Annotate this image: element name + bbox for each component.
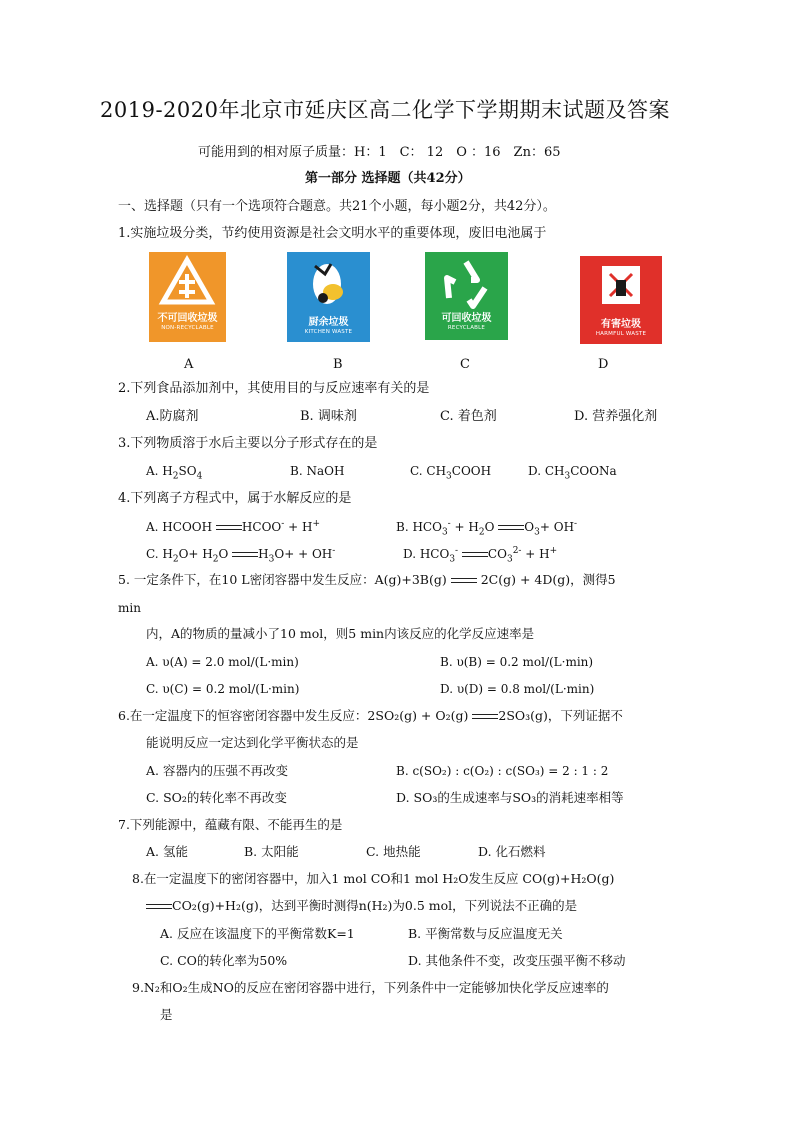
q3-option-d [528,464,617,482]
recycle-icon [425,252,508,312]
q5-option-d: D. υ(D) = 0.8 mol/(L·min) [440,682,595,696]
q6-stem-line1 [118,710,623,723]
q5-stem-line2: 内，A的物质的量减小了10 mol，则5 min内该反应的化学反应速率是 [146,626,535,641]
q6-option-d: D. SO₃的生成速率与SO₃的消耗速率相等 [396,790,624,805]
q3-c-sub: 3 [446,471,452,482]
q3-d-text: D. CH [528,464,565,478]
q5-stem1-right: 2C(g) + 4D(g)，测得5 [480,572,616,587]
q8-option-a: A. 反应在该温度下的平衡常数K=1 [160,926,355,941]
bin-non-recyclable [149,252,226,342]
q5-stem1: 5. 一定条件下，在10 L密闭容器中发生反应：A(g)+3B(g) [118,572,447,587]
q5-stem-wrap: min [118,601,141,615]
q4-d-tail: + H [521,547,550,561]
q4-c-mid2: O [218,547,229,561]
q1-option-d: D [598,357,609,372]
q4-b-mid2: O [484,520,495,534]
kitchen-waste-icon [287,252,370,314]
q1-stem: 1.实施垃圾分类，节约使用资源是社会文明水平的重要体现，废旧电池属于 [118,226,547,241]
equilibrium-arrow-icon [146,902,172,912]
equilibrium-arrow-icon [216,523,242,533]
q8-stem-line1: 8.在一定温度下的密闭容器中，加入1 mol CO和1 mol H₂O发生反应 CO(g)+H₂O(g) [132,871,615,886]
q9-stem-line2: 是 [160,1007,173,1022]
q9-stem-line1: 9.N₂和O₂生成NO的反应在密闭容器中进行，下列条件中一定能够加快化学反应速率的 [132,980,609,995]
q6-stem-line2: 能说明反应一定达到化学平衡状态的是 [146,735,359,750]
q4-b-sub2: 2 [478,527,485,538]
q8-stem-line2 [146,900,577,913]
equilibrium-arrow-icon [462,550,488,560]
bin-recyclable [425,252,508,340]
q2-option-b: B. 调味剂 [300,409,357,424]
q4-d-right: CO [487,547,507,561]
q2-stem: 2.下列食品添加剂中，其使用目的与反应速率有关的是 [118,381,430,396]
q4-option-a: A. HCOOH HCOO- + H+ [146,519,321,534]
q4-a-left: A. HCOOH [146,520,213,534]
q8-option-c: C. CO的转化率为50% [160,953,288,968]
q7-option-d: D. 化石燃料 [478,844,546,859]
q3-option-a [146,464,203,482]
bin-harmful-waste [580,256,662,344]
q4-option-b: B. $HCO_3^- + H_2O$ $O_3+ OH^-$ [396,519,578,538]
q4-a-tail: + H [288,520,313,534]
bin-c-label-en: RECYCLABLE [447,325,486,331]
q6-option-a: A. 容器内的压强不再改变 [146,763,288,778]
q6-stem1-right: 2SO₃(g)，下列证据不 [498,708,623,723]
q4-b-mid: + H [450,520,479,534]
q6-stem1: 6.在一定温度下的恒容密闭容器中发生反应：2SO₂(g) + O₂(g) [118,708,469,723]
q3-option-b: B. NaOH [290,464,345,478]
bin-b-label-en: KITCHEN WASTE [304,329,353,335]
bin-c-label-cn: 可回收垃圾 [441,313,492,324]
q3-a-text: A. H [146,464,173,478]
q5-option-c: C. υ(C) = 0.2 mol/(L·min) [146,682,300,696]
bin-d-label-en: HARMFUL WASTE [595,331,647,337]
q4-option-c: C. $H_2O+ H_2O$ $H_3O+ + OH^-$ [146,546,336,565]
q4-c-right: H [258,547,269,561]
q7-option-b: B. 太阳能 [244,844,299,859]
q4-option-d: D. $HCO_3^-$ $CO_3^{2-} + H^+$ [403,546,558,565]
q1-option-c: C [460,357,470,372]
q4-a-right: HCOO [241,520,282,534]
q4-b-tail: + OH [539,520,575,534]
q5-option-b: B. υ(B) = 0.2 mol/(L·min) [440,655,594,669]
q4-c-sub2: 2 [212,554,219,565]
q4-stem: 4.下列离子方程式中，属于水解反应的是 [118,491,352,506]
q7-option-a: A. 氢能 [146,844,188,859]
q3-option-c [410,464,492,482]
q4-b-sub3: 3 [534,527,540,538]
page-title: 2019-2020年北京市延庆区高二化学下学期期末试题及答案 [100,98,670,122]
q4-c-sub3: 3 [268,554,275,565]
bin-kitchen-waste [287,252,370,342]
section1-instructions: 一、选择题（只有一个选项符合题意。共21个小题，每小题2分，共42分）。 [118,199,556,214]
equilibrium-arrow-icon [232,550,258,560]
q5-option-a: A. υ(A) = 2.0 mol/(L·min) [146,655,299,669]
bin-b-label-cn: 厨余垃圾 [308,317,349,328]
q3-d-sub: 3 [564,471,571,482]
q4-d-left: D. HCO [403,547,450,561]
q3-a-mid: SO [178,464,197,478]
q6-option-c: C. SO₂的转化率不再改变 [146,790,287,805]
q1-option-b: B [333,357,343,372]
q1-option-a: A [184,357,194,372]
part1-heading: 第一部分 选择题（共42分） [305,171,471,186]
q4-d-sub: 3 [449,554,456,565]
non-recyclable-icon [149,252,226,314]
q8-option-b: B. 平衡常数与反应温度无关 [408,926,563,941]
q3-stem: 3.下列物质溶于水后主要以分子形式存在的是 [118,436,378,451]
equilibrium-arrow-icon [472,712,498,722]
reaction-arrow-icon [451,576,477,586]
equilibrium-arrow-icon [498,523,524,533]
harmful-waste-icon [580,256,662,316]
q8-option-d: D. 其他条件不变，改变压强平衡不移动 [408,953,626,968]
bin-a-label-cn: 不可回收垃圾 [157,313,218,324]
q3-a-sub1: 2 [172,471,179,482]
q4-c-sub: 2 [172,554,179,565]
q3-c-post: COOH [451,464,492,478]
q3-a-sub2: 4 [196,471,203,482]
q4-c-tail: O+ + OH [274,547,333,561]
q6-option-b: B. c(SO₂) : c(O₂) : c(SO₃) = 2 : 1 : 2 [396,764,609,778]
q2-option-c: C. 着色剂 [440,409,497,424]
q8-stem2: CO₂(g)+H₂(g)，达到平衡时测得n(H₂)为0.5 mol，下列说法不正确的是 [172,898,578,913]
bin-a-label-en: NON-RECYCLABLE [161,325,214,331]
q4-d-sub2: 3 [506,554,513,565]
q2-option-d: D. 营养强化剂 [574,409,658,424]
q4-b-right: O [524,520,535,534]
atomic-mass-line: 可能用到的相对原子质量：H：1 C： 12 O ：16 Zn：65 [198,145,561,160]
q4-c-left: C. H [146,547,173,561]
q2-option-a: A.防腐剂 [146,409,199,424]
q3-d-post: COONa [570,464,617,478]
q4-b-sub: 3 [441,527,448,538]
q7-stem: 7.下列能源中，蕴藏有限、不能再生的是 [118,817,343,832]
q4-b-left: B. HCO [396,520,442,534]
q7-option-c: C. 地热能 [366,844,421,859]
bin-d-label-cn: 有害垃圾 [601,319,641,330]
q5-stem-line1 [118,574,616,587]
q4-c-mid: O+ H [178,547,213,561]
q3-c-text: C. CH [410,464,447,478]
